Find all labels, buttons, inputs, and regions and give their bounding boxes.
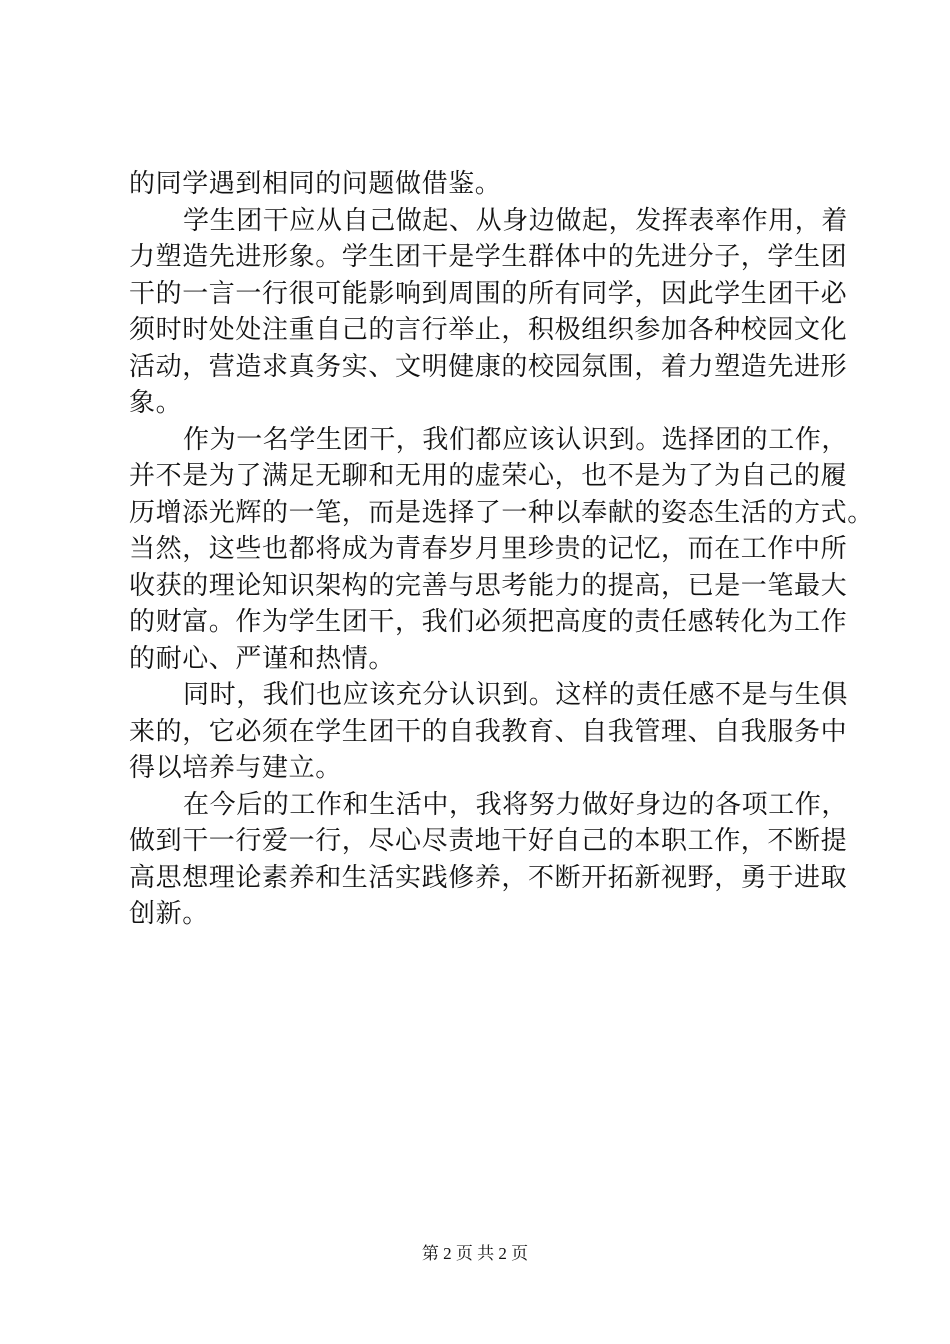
- text-line: 活动，营造求真务实、文明健康的校园氛围，着力塑造先进形: [129, 351, 848, 382]
- text-line: 收获的理论知识架构的完善与思考能力的提高，已是一笔最大: [129, 570, 848, 601]
- text-line: 作为一名学生团干，我们都应该认识到。选择团的工作，: [183, 424, 849, 455]
- text-line: 来的，它必须在学生团干的自我教育、自我管理、自我服务中: [129, 716, 848, 747]
- text-line: 在今后的工作和生活中，我将努力做好身边的各项工作，: [183, 789, 849, 820]
- text-line: 创新。: [129, 899, 209, 929]
- page-footer: 第 2 页 共 2 页: [421, 1244, 529, 1263]
- text-line: 的同学遇到相同的问题做借鉴。: [129, 169, 502, 199]
- text-line: 的耐心、严谨和热情。: [129, 643, 396, 674]
- text-line: 做到干一行爱一行，尽心尽责地干好自己的本职工作，不断提: [129, 826, 848, 856]
- text-line: 干的一言一行很可能影响到周围的所有同学，因此学生团干必: [129, 278, 848, 309]
- text-line: 须时时处处注重自己的言行举止，积极组织参加各种校园文化: [129, 315, 848, 345]
- text-line: 力塑造先进形象。学生团干是学生群体中的先进分子，学生团: [129, 242, 848, 272]
- text-line: 同时，我们也应该充分认识到。这样的责任感不是与生俱: [183, 680, 849, 710]
- text-line: 学生团干应从自己做起、从身边做起，发挥表率作用，着: [183, 205, 849, 236]
- text-line: 历增添光辉的一笔，而是选择了一种以奉献的姿态生活的方式。: [129, 497, 874, 528]
- text-line: 象。: [129, 388, 183, 418]
- text-line: 当然，这些也都将成为青春岁月里珍贵的记忆，而在工作中所: [129, 534, 848, 564]
- text-line: 并不是为了满足无聊和无用的虚荣心，也不是为了为自己的履: [129, 461, 848, 491]
- text-line: 的财富。作为学生团干，我们必须把高度的责任感转化为工作: [129, 607, 848, 637]
- text-line: 高思想理论素养和生活实践修养，不断开拓新视野，勇于进取: [129, 862, 848, 893]
- text-line: 得以培养与建立。: [129, 753, 342, 783]
- body-text: [129, 166, 874, 933]
